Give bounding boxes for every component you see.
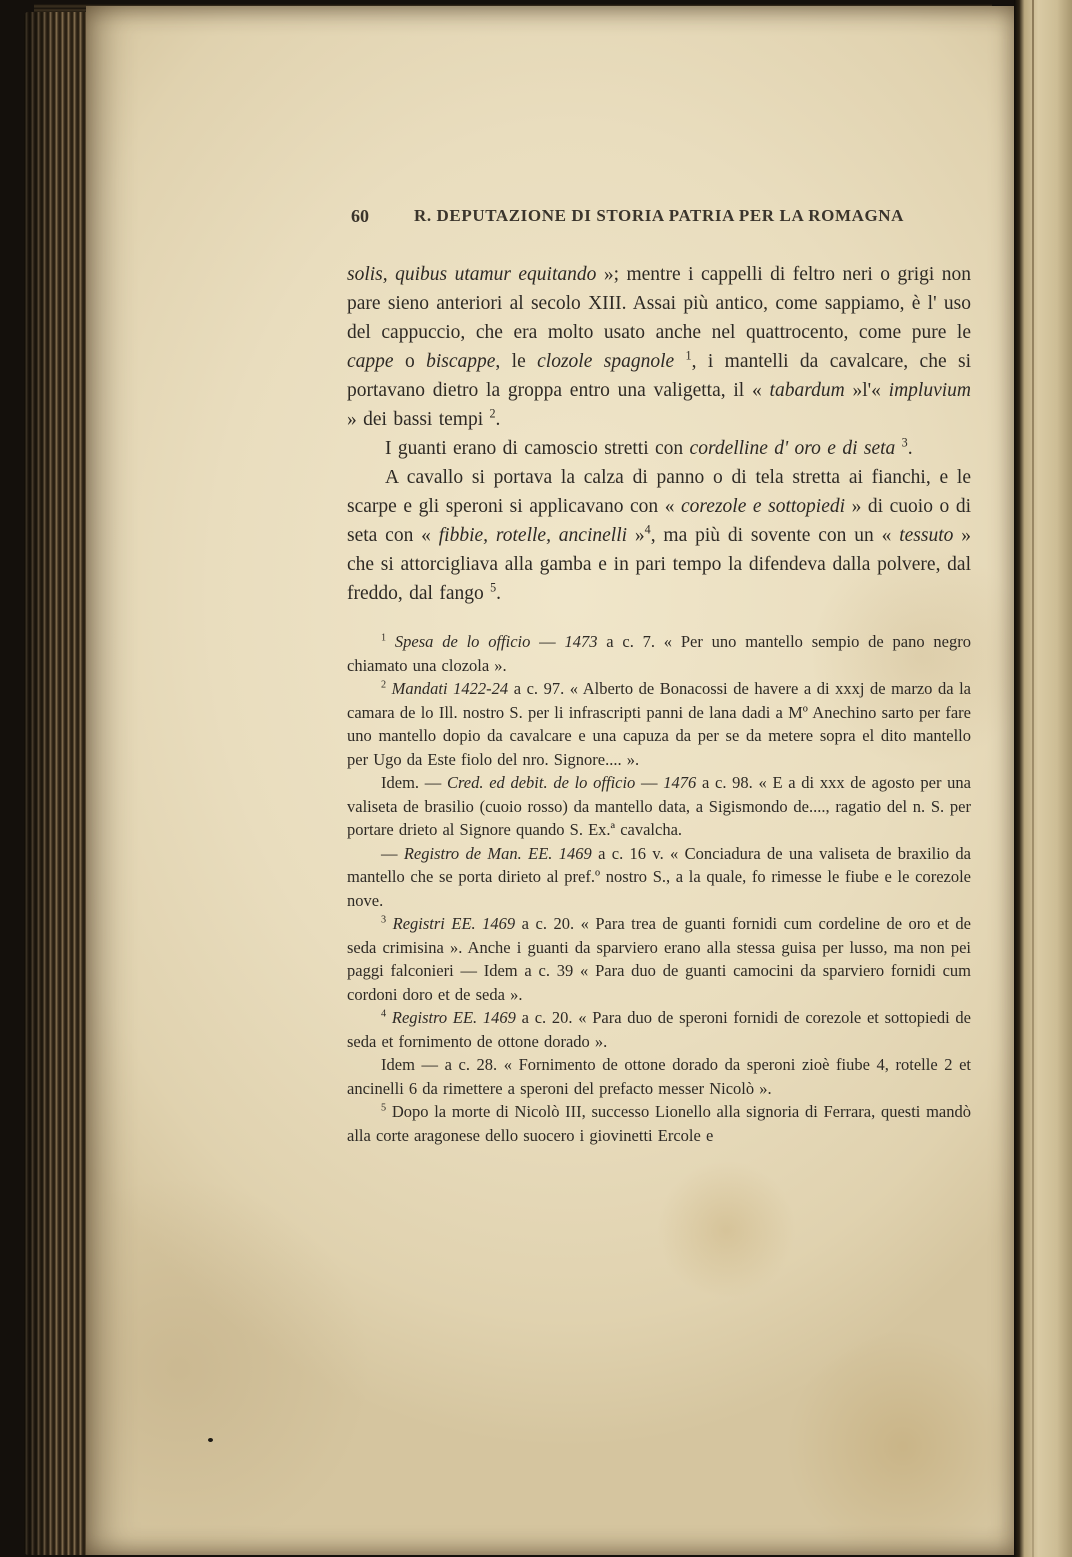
footnote-paragraph: $^4$ Registro EE. 1469 a c. 20. « Para duo de speroni fornidi de corezole et sottopiedi de seda et fornimento de ottone dorado ». xyxy=(347,1008,972,1051)
footnote-marker: 4 xyxy=(644,522,651,537)
next-page-edge xyxy=(1014,0,1072,1557)
footnote-marker: 5 xyxy=(381,1102,387,1114)
footnotes xyxy=(347,630,971,1147)
book-page xyxy=(86,6,1014,1555)
footnote-paragraph: Idem. — Cred. ed debit. de lo officio — 1476 a c. 98. « E a di xxx de agosto per una valiseta de brasilio (cuoio rosso) da mantello data, a Sigismondo de...., ragatio del n. S. per portare drieto al Signore quando S. Ex.ª cavalcha. xyxy=(347,773,971,839)
next-page-crease xyxy=(1032,0,1034,1557)
footnote-paragraph: — Registro de Man. EE. 1469 a c. 16 v. « Conciadura de una valiseta de braxilio da mantello che se porta dirieto al pref.º nostro S., a la quale, fo rimesse le fiube e le corezole nove. xyxy=(347,843,972,910)
running-header xyxy=(347,206,971,230)
footnote-marker: 1 xyxy=(381,632,387,644)
footnote-paragraph: $^5$ Dopo la morte di Nicolò III, successo Lionello alla signoria di Ferrara, questi mandò alla corte aragonese dello suocero i giovinetti Ercole e xyxy=(347,1102,971,1145)
running-header-title: R. DEPUTAZIONE DI STORIA PATRIA PER LA ROMAGNA xyxy=(413,206,905,225)
footnote-paragraph: $^3$ Registri EE. 1469 a c. 20. « Para trea de guanti fornidi cum cordeline de oro et de seda crimisina ». Anche i guanti da sparviero erano alla stessa guisa per lusso, ma non pei paggi falconieri — Idem a c. 39 « Para duo de guanti camocini da sparviero fornidi cum cordoni doro et de seda ». xyxy=(347,914,972,1004)
footnote-marker: 2 xyxy=(381,679,387,691)
page-edges-left xyxy=(24,12,94,1555)
page-number: 60 xyxy=(351,206,369,226)
body-text xyxy=(347,260,971,608)
footnote-marker: 2 xyxy=(489,406,496,421)
body-paragraph: I guanti erano di camoscio stretti con cordelline d' oro e di seta $^3$. xyxy=(385,435,913,459)
footnote-paragraph: $^2$ Mandati 1422-24 a c. 97. « Alberto de Bonacossi de havere a di xxxj de marzo da la camara de lo Ill. nostro S. per li infrascripti panni de lana dadi a Mº Anechino sarto per fare uno mantello dopio da cavalcare e una capuza da per se da metere sopra el dito mantello per Ugo da Este fiolo del nro. Signore.... ». xyxy=(347,679,971,769)
ink-spot xyxy=(208,1438,213,1442)
footnote-paragraph: $^1$ Spesa de lo officio — 1473 a c. 7. « Per uno mantello sempio de pano negro chiamato una clozola ». xyxy=(347,632,971,675)
footnote-marker: 3 xyxy=(381,914,387,926)
footnote-marker: 4 xyxy=(381,1008,387,1020)
body-paragraph: solis, quibus utamur equitando »; mentre i cappelli di feltro neri o grigi non pare sieno anteriori al secolo XIII. Assai più antico, come sappiamo, è l' uso del cappuccio, che era molto usato anche nel quattrocento, come pure le cappe o biscappe, le clozole spagnole $^1$, i mantelli da cavalcare, che si portavano dietro la groppa entro una valigetta, il « tabardum »l'« impluvium » dei bassi tempi $^2$. xyxy=(347,264,972,430)
footnote-marker: 1 xyxy=(685,348,692,363)
footnote-marker: 5 xyxy=(490,580,497,595)
text-block xyxy=(347,206,971,1147)
body-paragraph: A cavallo si portava la calza di panno o di tela stretta ai fianchi, e le scarpe e gli speroni si applicavano con « corezole e sottopiedi » di cuoio o di seta con « fibbie, rotelle, ancinelli »$^4$, ma più di sovente con un « tessuto » che si attorcigliava alla gamba e in pari tempo la difendeva dalla polvere, dal freddo, dal fango $^5$. xyxy=(347,467,972,604)
footnote-paragraph: Idem — a c. 28. « Fornimento de ottone dorado da speroni zioè fiube 4, rotelle 2 et ancinelli 6 da rimettere a speroni del prefacto messer Nicolò ». xyxy=(347,1055,971,1098)
footnote-marker: 3 xyxy=(901,435,908,450)
